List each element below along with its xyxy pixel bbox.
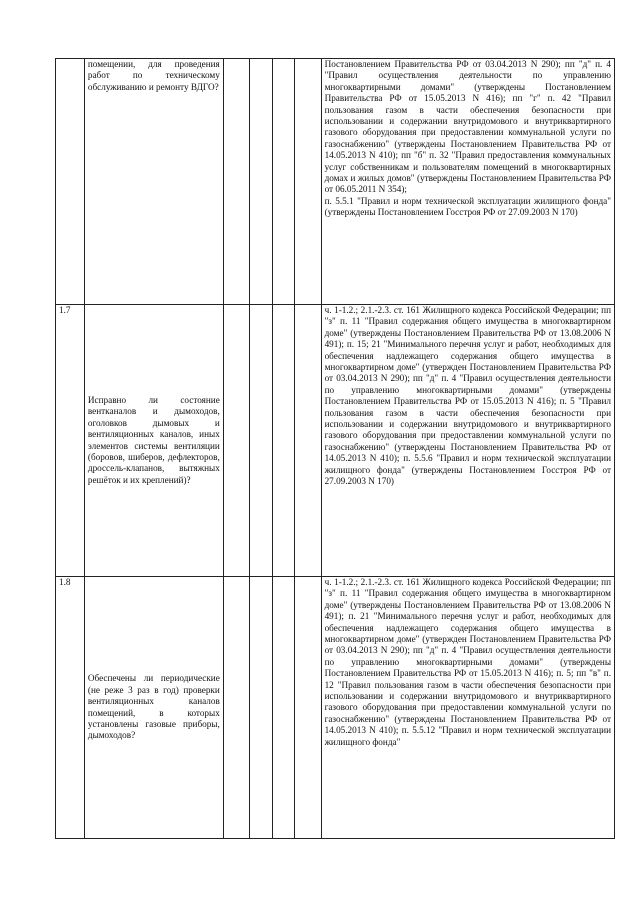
answer-yes-cell bbox=[223, 577, 250, 839]
reference-paragraph: Постановлением Правительства РФ от 03.04.2013 N 290); пп "д" п. 4 "Правил осуществления деятельности по управлению многоквартирными домами" (утверждены Постановлением Правительства РФ от 15.05.2013 N 416); пп "г" п. 42 "Правил пользования газом в части обеспечения безопасности при использовании и содержании внутридомового и внутриквартирного газового оборудования при предоставлении коммунальной услуги по газоснабжению" (утверждены Постановлением Правительства РФ от 14.05.2013 N 410); пп "б" п. 32 "Правил предоставления коммунальных услуг собственникам и пользователям помещений в многоквартирных домах и жилых домов" (утверждены Постановлением Правительства РФ от 06.05.2011 N 354); bbox=[324, 59, 611, 195]
checklist-table bbox=[55, 58, 615, 839]
question-cell: Исправно ли состояние вентканалов и дымоходов, оголовков дымовых и вентиляционных каналов, иных элементов системы вентиляции (боровов, шиберов, дефлекторов, дроссель-клапанов, вытяжных решёток и их креплений)? bbox=[84, 305, 223, 577]
answer-no-cell bbox=[250, 305, 272, 577]
row-number: 1.7 bbox=[56, 305, 85, 577]
reference-paragraph: ч. 1-1.2.; 2.1.-2.3. ст. 161 Жилищного кодекса Российской Федерации; пп "з" п. 11 "Правил содержания общего имущества в многоквартирном доме" (утверждены Постановлением Правительства РФ от 13.08.2006 N 491); п. 15; 21 "Минимального перечня услуг и работ, необходимых для обеспечения надлежащего содержания общего имущества в многоквартирном доме" (утвержден Постановлением Правительства РФ от 03.04.2013 N 290); пп "д" п. 4 "Правил осуществления деятельности по управлению многоквартирными домами" (утверждены Постановлением Правительства РФ от 15.05.2013 N 416); п. 5 "Правил пользования газом в части обеспечения безопасности при использовании и содержании внутридомового и внутриквартирного газового оборудования при предоставлении коммунальной услуги по газоснабжению" (утверждены Постановлением Правительства РФ от 14.05.2013 N 410); п. 5.5.6 "Правил и норм технической эксплуатации жилищного фонда" (утверждены Постановлением Госстроя РФ от 27.09.2003 N 170) bbox=[324, 305, 611, 487]
table-row bbox=[56, 305, 615, 577]
note-cell bbox=[294, 59, 321, 305]
question-cell: помещении, для проведения работ по техническому обслуживанию и ремонту ВДГО? bbox=[84, 59, 223, 305]
answer-yes-cell bbox=[223, 59, 250, 305]
table-row bbox=[56, 577, 615, 839]
legal-reference-cell bbox=[321, 59, 614, 305]
answer-no-cell bbox=[250, 59, 272, 305]
answer-no-cell bbox=[250, 577, 272, 839]
answer-na-cell bbox=[272, 577, 294, 839]
reference-paragraph: п. 5.5.1 "Правил и норм технической эксплуатации жилищного фонда" (утверждены Постановлением Госстроя РФ от 27.09.2003 N 170) bbox=[324, 195, 611, 218]
row-number: 1.8 bbox=[56, 577, 85, 839]
answer-yes-cell bbox=[223, 305, 250, 577]
legal-reference-cell bbox=[321, 577, 614, 839]
answer-na-cell bbox=[272, 59, 294, 305]
row-number bbox=[56, 59, 85, 305]
reference-paragraph: ч. 1-1.2.; 2.1.-2.3. ст. 161 Жилищного кодекса Российской Федерации; пп "з" п. 11 "Правил содержания общего имущества в многоквартирном доме" (утверждены Постановлением Правительства РФ от 13.08.2006 N 491); п. 21 "Минимального перечня услуг и работ, необходимых для обеспечения надлежащего содержания общего имущества в многоквартирном доме" (утвержден Постановлением Правительства РФ от 03.04.2013 N 290); пп "д" п. 4 "Правил осуществления деятельности по управлению многоквартирными домами" (утверждены Постановлением Правительства РФ от 15.05.2013 N 416); п. 5; пп "в" п. 12 "Правил пользования газом в части обеспечения безопасности при использовании и содержании внутридомового и внутриквартирного газового оборудования при предоставлении коммунальной услуги по газоснабжению" (утверждены Постановлением Правительства РФ от 14.05.2013 N 410); п. 5.5.12 "Правил и норм технической эксплуатации жилищного фонда" bbox=[324, 577, 611, 747]
legal-reference-cell bbox=[321, 305, 614, 577]
document-page bbox=[55, 58, 615, 839]
answer-na-cell bbox=[272, 305, 294, 577]
table-row bbox=[56, 59, 615, 305]
note-cell bbox=[294, 305, 321, 577]
question-cell: Обеспечены ли периодические (не реже 3 раз в год) проверки вентиляционных каналов помещений, в которых установлены газовые приборы, дымоходов? bbox=[84, 577, 223, 839]
note-cell bbox=[294, 577, 321, 839]
